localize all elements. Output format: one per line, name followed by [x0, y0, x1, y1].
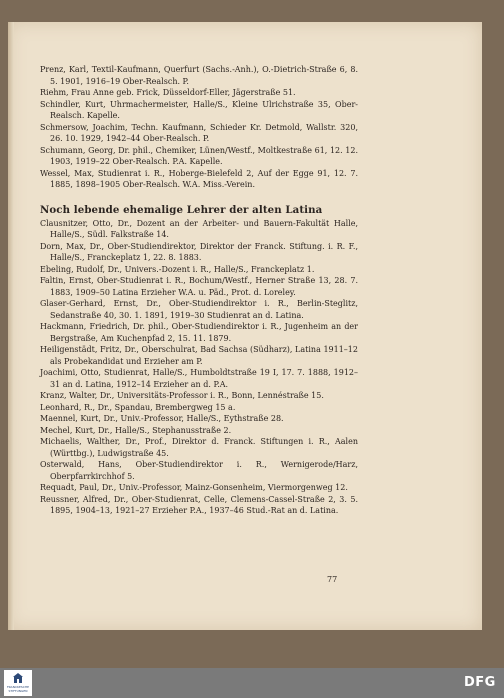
entry-list-section — [40, 218, 358, 517]
directory-entry: Kranz, Walter, Dr., Universitäts-Professor i. R., Bonn, Lennéstraße 15. — [40, 391, 324, 400]
franckesche-stiftungen-logo[interactable] — [4, 670, 32, 696]
logo-caption: FRANCKESCHE STIFTUNGEN — [6, 685, 30, 693]
section-heading: Noch lebende ehemalige Lehrer der alten Latina — [40, 203, 323, 216]
directory-entry: Dorn, Max, Dr., Ober-Studiendirektor, Direktor der Franck. Stiftung. i. R. F., Halle/S., Franckeplatz 1, 22. 8. 1883. — [40, 241, 358, 262]
franckesche-stiftungen-logo-icon — [13, 673, 23, 683]
directory-entry: Ebeling, Rudolf, Dr., Univers.-Dozent i. R., Halle/S., Franckeplatz 1. — [40, 264, 315, 274]
directory-entry: Osterwald, Hans, Ober-Studiendirektor i. R., Wernigerode/Harz, Oberpfarrkirchhof 5. — [40, 460, 358, 481]
section-gap — [40, 191, 358, 203]
directory-entry: Riehm, Frau Anne geb. Frick, Düsseldorf-Eller, Jägerstraße 51. — [40, 88, 296, 97]
directory-entry: Wessel, Max, Studienrat i. R., Hoberge-Bielefeld 2, Auf der Egge 91, 12. 7. 1885, 1898–1905 Ober-Realsch. W.A. Miss.-Verein. — [40, 168, 358, 189]
directory-entry: Joachimi, Otto, Studienrat, Halle/S., Humboldtstraße 19 I, 17. 7. 1888, 1912–31 an d. Latina, 1912–14 Erzieher an d. P.A. — [40, 368, 358, 389]
dfg-logo[interactable]: DFG — [464, 675, 496, 690]
directory-entry: Hackmann, Friedrich, Dr. phil., Ober-Studiendirektor i. R., Jugenheim an der Bergstraße, Am Kuchenpfad 2, 15. 11. 1879. — [40, 322, 358, 343]
directory-entry: Faltin, Ernst, Ober-Studienrat i. R., Bochum/Westf., Herner Straße 13, 28. 7. 1883, 1909–50 Latina Erzieher W.A. u. Päd., Prot. d. Loreley. — [40, 276, 358, 297]
directory-entry: Leonhard, R., Dr., Spandau, Brembergweg 15 a. — [40, 402, 236, 412]
directory-entry: Maennel, Kurt, Dr., Univ.-Professor, Halle/S., Eythstraße 28. — [40, 414, 284, 423]
page-content — [40, 64, 358, 517]
directory-entry: Clausnitzer, Otto, Dr., Dozent an der Arbeiter- und Bauern-Fakultät Halle, Halle/S., Südl. Falkstraße 14. — [40, 218, 358, 239]
directory-entry: Schindler, Kurt, Uhrmachermeister, Halle/S., Kleine Ulrichstraße 35, Ober-Realsch. Kapelle. — [40, 99, 358, 120]
directory-entry: Schumann, Georg, Dr. phil., Chemiker, Lünen/Westf., Moltkestraße 61, 12. 12. 1903, 1919–22 Ober-Realsch. P.A. Kapelle. — [40, 145, 358, 166]
directory-entry: Mechel, Kurt, Dr., Halle/S., Stephanusstraße 2. — [40, 425, 232, 435]
directory-entry: Glaser-Gerhard, Ernst, Dr., Ober-Studiendirektor i. R., Berlin-Steglitz, Sedanstraße 40, 30. 1. 1891, 1919–30 Studienrat an d. Latina. — [40, 299, 358, 320]
directory-entry: Michaelis, Walther, Dr., Prof., Direktor d. Franck. Stiftungen i. R., Aalen (Württbg.), Ludwigstraße 45. — [40, 437, 358, 458]
page-number: 77 — [327, 575, 338, 584]
directory-entry: Requadt, Paul, Dr., Univ.-Professor, Mainz-Gonsenheim, Viermorgenweg 12. — [40, 483, 348, 492]
viewer-footer-band — [0, 668, 504, 698]
entry-list-top — [40, 64, 358, 191]
page-spine — [8, 22, 14, 630]
directory-entry: Prenz, Karl, Textil-Kaufmann, Querfurt (Sachs.-Anh.), O.-Dietrich-Straße 6, 8. 5. 1901, 1916–19 Ober-Realsch. P. — [40, 65, 358, 86]
directory-entry: Heiligenstädt, Fritz, Dr., Oberschulrat, Bad Sachsa (Südharz), Latina 1911–12 als Probekandidat und Erzieher am P. — [40, 345, 358, 366]
directory-entry: Reussner, Alfred, Dr., Ober-Studienrat, Celle, Clemens-Cassel-Straße 2, 3. 5. 1895, 1904–13, 1921–27 Erzieher P.A., 1937–46 Stud.-Rat an d. Latina. — [40, 494, 358, 515]
directory-entry: Schmersow, Joachim, Techn. Kaufmann, Schieder Kr. Detmold, Wallstr. 320, 26. 10. 1929, 1942–44 Ober-Realsch. P. — [40, 122, 358, 143]
